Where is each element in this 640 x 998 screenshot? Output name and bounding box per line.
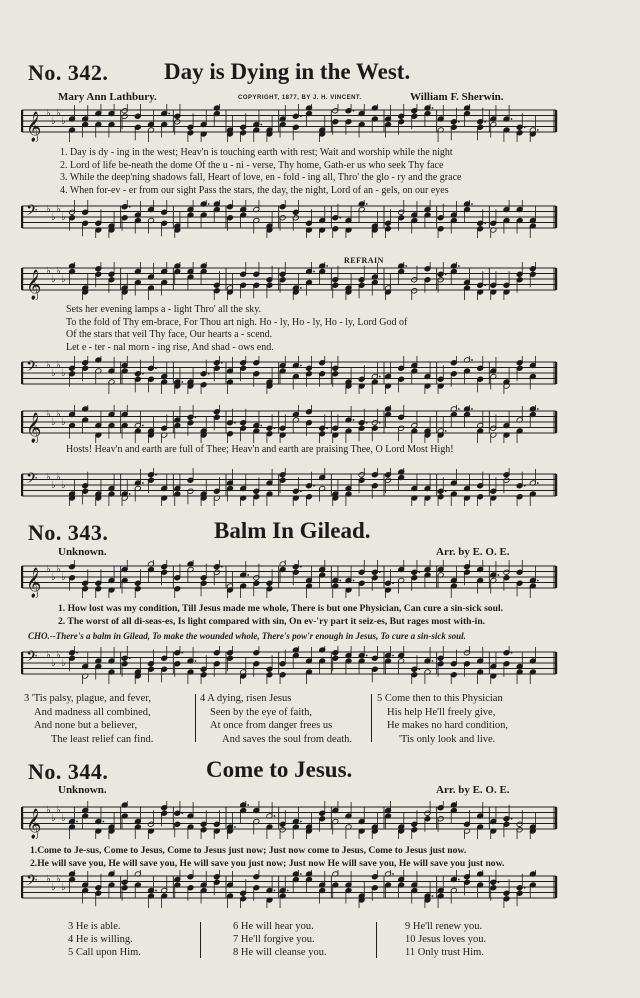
music-staff: [20, 200, 558, 238]
verse-line: And saves the soul from death.: [222, 733, 353, 745]
lyrics-343: [58, 603, 503, 628]
svg-text:♭: ♭: [46, 874, 51, 885]
svg-text:♭: ♭: [61, 274, 66, 285]
svg-text:♭: ♭: [51, 572, 56, 583]
column-divider: [195, 694, 196, 742]
hymn-number-343: No. 343.: [28, 520, 109, 545]
hymn-title-342: Day is Dying in the West.: [164, 59, 411, 84]
music-staff: [20, 262, 558, 300]
verse-line: 8 He will cleanse you.: [233, 947, 327, 958]
music-staff: [20, 560, 558, 598]
svg-text:𝄞: 𝄞: [26, 112, 42, 142]
svg-text:♭: ♭: [61, 480, 66, 491]
svg-text:♭: ♭: [51, 116, 56, 127]
svg-text:♭: ♭: [46, 360, 51, 371]
music-staff: [20, 801, 558, 839]
svg-text:♭: ♭: [51, 212, 56, 223]
verse-line: 7 He'll forgive you.: [233, 934, 315, 945]
hymn-number-342: No. 342.: [28, 60, 109, 85]
verse-line: 5 Call upon Him.: [68, 947, 141, 958]
verse-line: 11 Only trust Him.: [405, 947, 484, 958]
author-344: Unknown.: [58, 784, 107, 796]
verse-line: 10 Jesus loves you.: [405, 934, 487, 945]
svg-text:𝄢: 𝄢: [26, 202, 38, 223]
chorus-line: CHO.--There's a balm in Gilead, To make the wounded whole, There's pow'r enough in Jesus, To cure a sin-sick soul.: [28, 631, 466, 641]
verse-list-344-3: [405, 920, 486, 959]
verse-line: The least relief can find.: [51, 733, 154, 745]
lyric-line: 1.Come to Je-sus, Come to Jesus, Come to Jesus just now; Just now come to Jesus, Come to Jesus just now.: [30, 845, 467, 856]
lyric-line: Let e - ter - nal morn - ing rise, And shad - ows end.: [66, 341, 274, 353]
svg-text:♭: ♭: [56, 409, 61, 420]
composer-342: William F. Sherwin.: [410, 91, 504, 103]
music-staff: [20, 468, 558, 506]
verse-block-343-3: [377, 692, 508, 746]
verse-line: And none but a believer,: [34, 720, 138, 731]
arranger-344: Arr. by E. O. E.: [436, 784, 510, 796]
verse-block-343-1: [24, 692, 153, 746]
svg-text:𝄢: 𝄢: [26, 470, 38, 491]
verse-line: 9 He'll renew you.: [405, 921, 483, 932]
svg-text:𝄞: 𝄞: [26, 568, 42, 598]
lyric-line: 1. Day is dy - ing in the west; Heav'n is touching earth with rest; Wait and worship while the night: [60, 147, 453, 158]
music-staff: [20, 405, 558, 443]
svg-text:𝄢: 𝄢: [26, 648, 38, 669]
svg-text:♭: ♭: [56, 805, 61, 816]
verse-line: At once from danger frees us: [210, 720, 333, 731]
verse-line: 3 He is able.: [68, 921, 121, 932]
verse-list-344-1: [68, 920, 141, 959]
svg-text:♭: ♭: [61, 417, 66, 428]
verse-line: 4 A dying, risen Jesus: [200, 693, 292, 704]
music-staff: [20, 870, 558, 908]
lyric-line: 2. Lord of life be-neath the dome Of the u - ni - verse, Thy home, Gath-er us who seek Thy face: [60, 159, 444, 171]
svg-text:♭: ♭: [51, 882, 56, 893]
svg-text:♭: ♭: [56, 874, 61, 885]
svg-text:♭: ♭: [46, 204, 51, 215]
lyric-line: 3. While the deep'ning shadows fall, Heart of love, en - fold - ing all, Thro' the glo - ry and the grace: [60, 172, 462, 183]
svg-text:♭: ♭: [56, 108, 61, 119]
svg-text:♭: ♭: [56, 564, 61, 575]
svg-text:♭: ♭: [51, 658, 56, 669]
lyric-line: 2.He will save you, He will save you, He will save you just now; Just now He will save you, He will save you just now.: [30, 857, 505, 869]
svg-text:♭: ♭: [56, 266, 61, 277]
verse-line: 'Tis only look and live.: [399, 733, 496, 745]
hymn-title-343: Balm In Gilead.: [214, 518, 371, 543]
copyright-342: COPYRIGHT, 1877, BY J. H. VINCENT.: [238, 95, 362, 101]
svg-text:♭: ♭: [61, 658, 66, 669]
verse-line: 6 He will hear you.: [233, 921, 314, 932]
svg-text:♭: ♭: [56, 360, 61, 371]
svg-text:𝄞: 𝄞: [26, 809, 42, 839]
svg-text:♭: ♭: [61, 368, 66, 379]
lyrics-344: [30, 845, 504, 870]
svg-text:♭: ♭: [51, 368, 56, 379]
svg-text:𝄞: 𝄞: [26, 270, 42, 300]
svg-text:♭: ♭: [46, 409, 51, 420]
svg-text:♭: ♭: [61, 116, 66, 127]
lyrics-342-system2: [66, 304, 407, 354]
svg-text:♭: ♭: [61, 572, 66, 583]
svg-text:♭: ♭: [46, 266, 51, 277]
svg-text:♭: ♭: [61, 882, 66, 893]
music-staff: [20, 104, 558, 142]
svg-text:♭: ♭: [56, 204, 61, 215]
music-staff: [20, 356, 558, 394]
verse-list-344-2: [233, 920, 327, 959]
verse-line: He makes no hard condition,: [387, 720, 509, 731]
lyric-line: Of the stars that veil Thy face, Our hearts a - scend.: [66, 329, 273, 340]
author-342: Mary Ann Lathbury.: [58, 91, 157, 103]
svg-text:♭: ♭: [51, 417, 56, 428]
svg-text:♭: ♭: [51, 480, 56, 491]
verse-line: Seen by the eye of faith,: [210, 706, 313, 718]
column-divider: [371, 694, 372, 742]
column-divider: [376, 922, 377, 958]
svg-text:♭: ♭: [46, 650, 51, 661]
svg-text:♭: ♭: [46, 805, 51, 816]
svg-text:𝄢: 𝄢: [26, 358, 38, 379]
verse-line: And madness all combined,: [34, 706, 151, 718]
svg-text:♭: ♭: [46, 472, 51, 483]
verse-block-343-2: [200, 692, 352, 746]
svg-text:♭: ♭: [61, 212, 66, 223]
lyric-line: To the fold of Thy em-brace, For Thou art nigh. Ho - ly, Ho - ly, Ho - ly, Lord God of: [66, 316, 408, 328]
hymn-title-344: Come to Jesus.: [206, 757, 353, 782]
author-343: Unknown.: [58, 546, 107, 558]
verse-line: 4 He is willing.: [68, 934, 133, 945]
column-divider: [200, 922, 201, 958]
verse-line: 5 Come then to this Physician: [377, 693, 503, 704]
lyrics-342-system1: [60, 147, 461, 197]
svg-text:♭: ♭: [51, 274, 56, 285]
svg-text:♭: ♭: [46, 564, 51, 575]
verse-line: 3 'Tis palsy, plague, and fever,: [24, 693, 151, 704]
svg-text:♭: ♭: [46, 108, 51, 119]
arranger-343: Arr. by E. O. E.: [436, 546, 510, 558]
lyric-line: Sets her evening lamps a - light Thro' all the sky.: [66, 304, 262, 315]
refrain-label: REFRAIN: [344, 256, 384, 265]
svg-text:𝄢: 𝄢: [26, 872, 38, 893]
svg-text:♭: ♭: [61, 813, 66, 824]
lyric-line: Hosts! Heav'n and earth are full of Thee; Heav'n and earth are praising Thee, O Lord Most High!: [66, 444, 454, 455]
lyrics-342-system3: [66, 444, 454, 457]
lyric-line: 1. How lost was my condition, Till Jesus made me whole, There is but one Physician, Can cure a sin-sick soul.: [58, 603, 504, 614]
lyric-line: 2. The worst of all di-seas-es, Is light compared with sin, On ev-'ry part it seiz-es, But rages most with-in.: [58, 615, 486, 627]
svg-text:♭: ♭: [51, 813, 56, 824]
music-staff: [20, 646, 558, 684]
verse-line: His help He'll freely give,: [387, 706, 496, 718]
svg-text:𝄞: 𝄞: [26, 413, 42, 443]
svg-text:♭: ♭: [56, 650, 61, 661]
svg-text:♭: ♭: [56, 472, 61, 483]
hymn-number-344: No. 344.: [28, 759, 109, 784]
lyric-line: 4. When for-ev - er from our sight Pass the stars, the day, the night, Lord of an - gels, on our eyes: [60, 184, 449, 196]
